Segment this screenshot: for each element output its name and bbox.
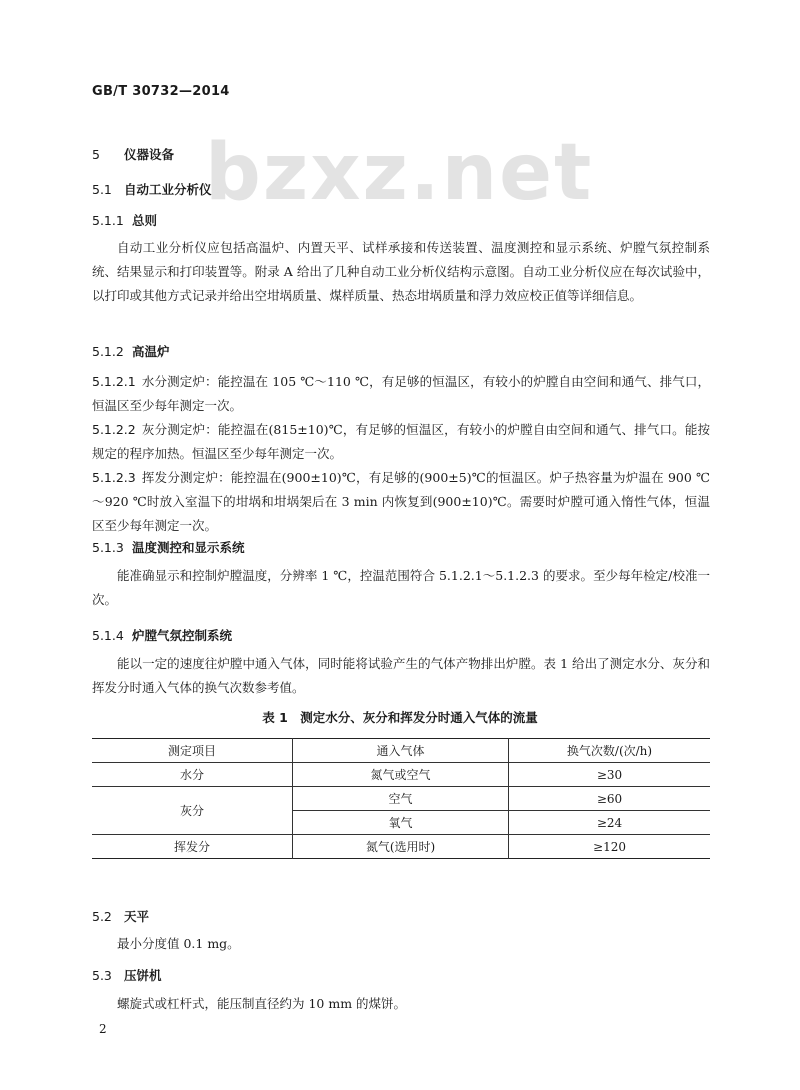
section-number: 5.1.4 [92, 628, 124, 643]
section-number: 5.1.2 [92, 344, 124, 359]
cell-rate: ≥30 [509, 763, 711, 787]
cell-gas: 氮气(选用时) [293, 835, 509, 859]
clause-text: 水分测定炉：能控温在 105 ℃～110 ℃，有足够的恒温区，有较小的炉膛自由空间和通气、排气口，恒温区至少每年测定一次。 [92, 374, 710, 413]
cell-rate: ≥24 [509, 811, 711, 835]
table-row [92, 787, 710, 811]
table-row [92, 835, 710, 859]
section-5-1-1-heading [92, 211, 157, 229]
watermark: bzxz.net [205, 128, 594, 218]
cell-item: 挥发分 [92, 835, 293, 859]
clause-text: 灰分测定炉：能控温在(815±10)℃，有足够的恒温区，有较小的炉膛自由空间和通气、排气口。能按规定的程序加热。恒温区至少每年测定一次。 [92, 422, 710, 461]
cell-item: 水分 [179, 768, 204, 782]
section-title: 炉膛气氛控制系统 [132, 628, 233, 643]
moisture-furnace-paragraph [92, 370, 710, 418]
section-5-heading [92, 145, 174, 163]
general-paragraph: 自动工业分析仪应包括高温炉、内置天平、试样承接和传送装置、温度测控和显示系统、炉膛气氛控制系统、结果显示和打印装置等。附录 A 给出了几种自动工业分析仪结构示意图。自动工业分析仪应在每次试验中，以打印或其他方式记录并给出空坩埚质量、煤样质量、热态坩埚质量和浮力效应校正值等详细信息。 [92, 240, 710, 303]
section-title: 天平 [124, 909, 150, 924]
section-number: 5.1.3 [92, 540, 124, 555]
header-rate: 换气次数/(次/h) [509, 739, 711, 763]
section-title: 压饼机 [124, 968, 162, 983]
cell-gas: 氧气 [293, 811, 509, 835]
section-title: 温度测控和显示系统 [132, 540, 245, 555]
volatile-furnace-paragraph [92, 466, 710, 538]
header-gas: 通入气体 [293, 739, 509, 763]
section-number: 5 [92, 147, 100, 162]
cell-rate: ≥60 [509, 787, 711, 811]
gas-flow-table [92, 738, 710, 859]
atmosphere-control-paragraph: 能以一定的速度往炉膛中通入气体，同时能将试验产生的气体产物排出炉膛。表 1 给出了测定水分、灰分和挥发分时通入气体的换气次数参考值。 [92, 656, 710, 695]
section-5-1-4-heading [92, 626, 232, 644]
section-number: 5.1 [92, 182, 112, 197]
clause-number: 5.1.2.2 [92, 422, 136, 437]
section-title: 总则 [132, 213, 158, 228]
cell-rate: ≥120 [509, 835, 711, 859]
section-5-1-3-heading [92, 538, 245, 556]
section-number: 5.1.1 [92, 213, 124, 228]
table-caption: 表 1 测定水分、灰分和挥发分时通入气体的流量 [262, 710, 538, 725]
press-paragraph: 螺旋式或杠杆式，能压制直径约为 10 mm 的煤饼。 [117, 996, 407, 1011]
section-number: 5.2 [92, 909, 112, 924]
section-5-1-heading [92, 180, 212, 198]
table-header-row [92, 739, 710, 763]
section-title: 高温炉 [132, 344, 170, 359]
cell-gas: 空气 [293, 787, 509, 811]
section-title: 自动工业分析仪 [124, 182, 212, 197]
cell-item: 灰分 [92, 787, 293, 835]
section-title: 仪器设备 [124, 147, 175, 162]
temperature-control-paragraph: 能准确显示和控制炉膛温度，分辨率 1 ℃，控温范围符合 5.1.2.1～5.1.2.3 的要求。至少每年检定/校准一次。 [92, 568, 710, 607]
standard-number: GB/T 30732—2014 [92, 84, 230, 99]
section-5-2-heading [92, 907, 149, 925]
cell-gas: 氮气或空气 [293, 763, 509, 787]
ash-furnace-paragraph [92, 418, 710, 466]
page-number: 2 [99, 1022, 107, 1036]
clause-number: 5.1.2.3 [92, 470, 136, 485]
clause-number: 5.1.2.1 [92, 374, 136, 389]
table-row [92, 763, 710, 787]
section-number: 5.3 [92, 968, 112, 983]
section-5-1-2-heading [92, 342, 170, 360]
clause-text: 挥发分测定炉：能控温在(900±10)℃，有足够的(900±5)℃的恒温区。炉子热容量为炉温在 900 ℃～920 ℃时放入室温下的坩埚和坩埚架后在 3 min 内恢复到(900±10)℃。需要时炉膛可通入惰性气体，恒温区至少每年测定一次。 [92, 470, 710, 533]
balance-paragraph: 最小分度值 0.1 mg。 [117, 936, 240, 951]
header-item: 测定项目 [92, 739, 293, 763]
section-5-3-heading [92, 966, 162, 984]
